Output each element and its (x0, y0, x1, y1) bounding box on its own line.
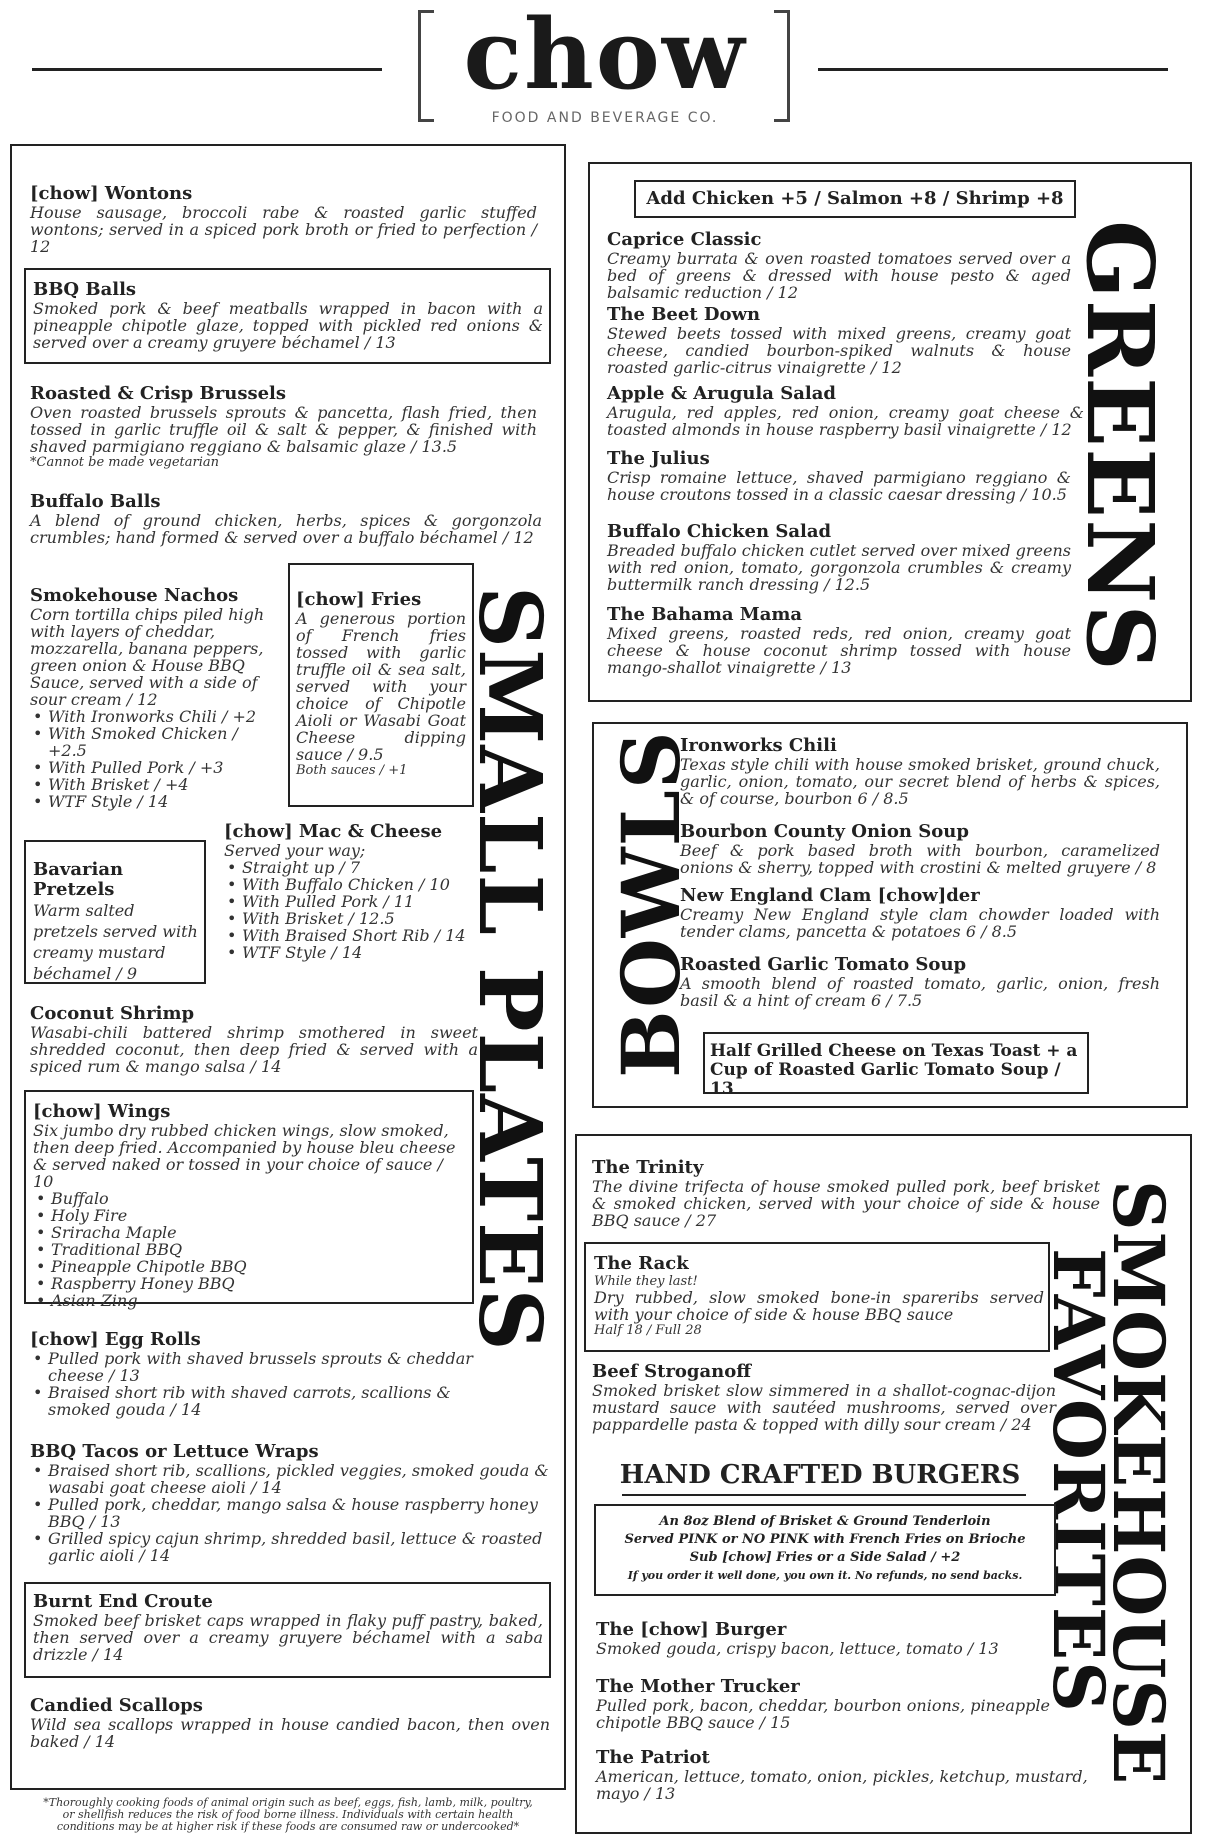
item-title: Smokehouse Nachos (30, 585, 239, 606)
item-title: The Julius (607, 448, 710, 469)
item-desc: Stewed beets tossed with mixed greens, creamy goat cheese, candied bourbon-spiked walnuts & house roasted garlic-citrus vinaigrette / 12 (607, 324, 1071, 377)
option-item: • Braised short rib with shaved carrots, scallions & smoked gouda / 14 (30, 1384, 478, 1418)
menu-item-wings (33, 1102, 467, 1309)
item-note: *Cannot be made vegetarian (30, 455, 220, 470)
option-item: • With Pulled Pork / +3 (30, 759, 280, 776)
item-title: The Patriot (596, 1747, 710, 1768)
item-price: Half 18 / Full 28 (594, 1323, 702, 1338)
menu-item-bbq-balls (33, 280, 543, 351)
header-rule-right (818, 68, 1168, 71)
option-item: • Pulled pork, cheddar, mango salsa & house raspberry honey BBQ / 13 (30, 1496, 550, 1530)
option-item: • Pineapple Chipotle BBQ (33, 1258, 467, 1275)
option-item: • With Braised Short Rib / 14 (224, 927, 494, 944)
option-item: • Straight up / 7 (224, 859, 494, 876)
option-item: • WTF Style / 14 (30, 793, 280, 810)
item-title: The [chow] Burger (596, 1619, 787, 1640)
item-desc: Wild sea scallops wrapped in house candied bacon, then oven baked / 14 (30, 1715, 550, 1751)
item-title: Bourbon County Onion Soup (680, 821, 969, 842)
item-desc: A smooth blend of roasted tomato, garlic, onion, fresh basil & a hint of cream 6 / 7.5 (680, 974, 1160, 1010)
option-item: • Pulled pork with shaved brussels sprouts & cheddar cheese / 13 (30, 1350, 478, 1384)
menu-item-coconut-shrimp (30, 1004, 478, 1075)
greens-item (607, 449, 1071, 503)
burgers-heading: HAND CRAFTED BURGERS (619, 1460, 1021, 1490)
item-title: Burnt End Croute (33, 1591, 213, 1612)
item-title: The Mother Trucker (596, 1676, 800, 1697)
item-title: Buffalo Balls (30, 491, 161, 512)
option-item: • WTF Style / 14 (224, 944, 494, 961)
greens-heading: GREENS (1066, 220, 1174, 672)
item-title: [chow] Wings (33, 1101, 171, 1122)
menu-item-tacos (30, 1442, 550, 1564)
item-desc: Creamy New England style clam chowder loaded with tender clams, pancetta & potatoes 6 / 8.5 (680, 905, 1160, 941)
burger-item (596, 1677, 1050, 1731)
menu-item-buffalo-balls (30, 492, 542, 546)
greens-item (607, 305, 1071, 376)
smokehouse-item-stroganoff (592, 1362, 1056, 1433)
bowls-combo: Half Grilled Cheese on Texas Toast + a Cup of Roasted Garlic Tomato Soup / 13 (710, 1041, 1078, 1099)
item-desc: Oven roasted brussels sprouts & pancetta, flash fried, then tossed in garlic truffle oil & salt & pepper, & finished with shaved parmigiano reggiano & balsamic glaze / 13.5 (30, 403, 537, 456)
menu-item-mac-cheese (224, 822, 494, 961)
item-desc: The divine trifecta of house smoked pulled pork, beef brisket & smoked chicken, served with your choice of side & house BBQ sauce / 27 (592, 1177, 1100, 1230)
burger-info-line: Sub [chow] Fries or a Side Salad / +2 (689, 1550, 961, 1565)
option-item: • With Brisket / +4 (30, 776, 280, 793)
option-item: • With Ironworks Chili / +2 (30, 708, 280, 725)
logo-bracket-right (774, 10, 790, 122)
option-item: • Buffalo (33, 1190, 467, 1207)
item-desc: Pulled pork, bacon, cheddar, bourbon onions, pineapple chipotle BBQ sauce / 15 (596, 1696, 1050, 1732)
item-title: [chow] Egg Rolls (30, 1329, 201, 1350)
burger-info-line: Served PINK or NO PINK with French Fries on Brioche (624, 1532, 1026, 1547)
item-desc: Arugula, red apples, red onion, creamy goat cheese & toasted almonds in house raspberry basil vinaigrette / 12 (607, 403, 1084, 439)
logo-bracket-left (418, 10, 434, 122)
food-safety-disclaimer: *Thoroughly cooking foods of animal origin such as beef, eggs, fish, lamb, milk, poultry, or shellfish reduces the risk of food borne illness. Individuals with certain health conditions may be at higher risk if these foods are consumed raw or undercooked* (43, 1796, 533, 1833)
greens-item (607, 230, 1071, 301)
menu-item-brussels (30, 384, 537, 470)
item-title: [chow] Mac & Cheese (224, 821, 443, 842)
option-item: • Asian Zing (33, 1292, 467, 1309)
item-title: Bavarian Pretzels (33, 859, 124, 900)
small-plates-heading: SMALL PLATES (459, 586, 560, 1352)
item-note: Both sauces / +1 (296, 763, 408, 778)
logo-wordmark: chow (463, 0, 747, 111)
item-title: Coconut Shrimp (30, 1003, 195, 1024)
item-title: The Bahama Mama (607, 604, 803, 625)
item-title: [chow] Wontons (30, 183, 193, 204)
greens-item (607, 522, 1071, 593)
item-desc: Warm salted pretzels served with creamy mustard béchamel / 9 (33, 901, 198, 983)
logo-tagline: FOOD AND BEVERAGE CO. (491, 110, 719, 126)
smokehouse-heading: SMOKEHOUSE (1097, 1180, 1180, 1786)
item-desc: Beef & pork based broth with bourbon, caramelized onions & sherry, topped with crostini & melted gruyere / 8 (680, 841, 1160, 877)
burger-info (600, 1513, 1050, 1585)
option-item: • Braised short rib, scallions, pickled veggies, smoked gouda & wasabi goat cheese aioli / 14 (30, 1462, 550, 1496)
bowls-item (680, 955, 1160, 1009)
option-item: • Traditional BBQ (33, 1241, 467, 1258)
item-desc: Breaded buffalo chicken cutlet served over mixed greens with red onion, tomato, gorgonzola crumbles & creamy buttermilk ranch dressing / 12.5 (607, 541, 1071, 594)
item-desc: Creamy burrata & oven roasted tomatoes served over a bed of greens & dressed with house pesto & aged balsamic reduction / 12 (607, 249, 1071, 302)
option-item: • With Pulled Pork / 11 (224, 893, 494, 910)
item-desc: Corn tortilla chips piled high with layers of cheddar, mozzarella, banana peppers, green onion & House BBQ Sauce, served with a side of sour cream / 12 (30, 605, 265, 709)
header-rule-left (32, 68, 382, 71)
item-title: Candied Scallops (30, 1695, 203, 1716)
item-title: BBQ Tacos or Lettuce Wraps (30, 1441, 319, 1462)
item-desc: House sausage, broccoli rabe & roasted garlic stuffed wontons; served in a spiced pork broth or fried to perfection / 12 (30, 203, 537, 256)
item-title: The Beet Down (607, 304, 761, 325)
bowls-heading: BOWLS (604, 730, 698, 1078)
burger-item (596, 1748, 1096, 1802)
menu-item-nachos (30, 586, 280, 810)
favorites-heading: FAVORITES (1037, 1248, 1120, 1713)
menu-item-croute (33, 1592, 543, 1663)
item-desc: Dry rubbed, slow smoked bone-in spareribs served with your choice of side & house BBQ sauce (594, 1288, 1044, 1324)
greens-item (607, 384, 1084, 438)
option-item: • Sriracha Maple (33, 1224, 467, 1241)
item-title: Caprice Classic (607, 229, 762, 250)
greens-addon-box: Add Chicken +5 / Salmon +8 / Shrimp +8 (634, 180, 1076, 218)
greens-item (607, 605, 1071, 676)
menu-item-wontons (30, 184, 537, 255)
item-title: Apple & Arugula Salad (607, 383, 836, 404)
item-desc: Smoked pork & beef meatballs wrapped in bacon with a pineapple chipotle glaze, topped with pickled red onions & served over a creamy gruyere béchamel / 13 (33, 299, 543, 352)
item-desc: Wasabi-chili battered shrimp smothered in sweet shredded coconut, then deep fried & served with a spiced rum & mango salsa / 14 (30, 1023, 478, 1076)
option-item: • Grilled spicy cajun shrimp, shredded basil, lettuce & roasted garlic aioli / 14 (30, 1530, 550, 1564)
item-desc: Smoked beef brisket caps wrapped in flaky puff pastry, baked, then served over a creamy gruyere béchamel with a saba drizzle / 14 (33, 1611, 543, 1664)
item-title: The Rack (594, 1253, 689, 1274)
item-title: Ironworks Chili (680, 735, 837, 756)
burger-item (596, 1620, 1060, 1657)
item-title: [chow] Fries (296, 589, 422, 610)
mac-options (224, 859, 494, 961)
item-desc: A blend of ground chicken, herbs, spices & gorgonzola crumbles; hand formed & served over a buffalo béchamel / 12 (30, 511, 542, 547)
bowls-item (680, 886, 1160, 940)
item-desc: Six jumbo dry rubbed chicken wings, slow smoked, then deep fried. Accompanied by house bleu cheese & served naked or tossed in your choice of sauce / 10 (33, 1121, 456, 1191)
item-title: Buffalo Chicken Salad (607, 521, 832, 542)
smokehouse-item-trinity (592, 1158, 1100, 1229)
item-desc: Smoked gouda, crispy bacon, lettuce, tomato / 13 (596, 1639, 999, 1658)
item-subtitle: While they last! (594, 1274, 698, 1289)
item-desc: Smoked brisket slow simmered in a shallot-cognac-dijon mustard sauce with sautéed mushrooms, served over pappardelle pasta & topped with dilly sour cream / 24 (592, 1381, 1056, 1434)
menu-item-scallops (30, 1696, 550, 1750)
item-title: Roasted & Crisp Brussels (30, 383, 287, 404)
bowls-item (680, 736, 1160, 807)
option-item: • Holy Fire (33, 1207, 467, 1224)
item-title: The Trinity (592, 1157, 704, 1178)
item-title: Roasted Garlic Tomato Soup (680, 954, 967, 975)
burger-info-line: If you order it well done, you own it. No refunds, no send backs. (627, 1569, 1023, 1582)
smokehouse-item-rack (594, 1254, 1044, 1338)
item-title: Beef Stroganoff (592, 1361, 752, 1382)
egg-rolls-options (30, 1350, 478, 1418)
wings-options (33, 1190, 467, 1309)
menu-item-egg-rolls (30, 1330, 478, 1418)
burger-info-line: An 8oz Blend of Brisket & Ground Tenderloin (659, 1514, 991, 1529)
item-desc: A generous portion of French fries tossed with garlic truffle oil & sea salt, served with your choice of Chipotle Aioli or Wasabi Goat Cheese dipping sauce / 9.5 (296, 609, 466, 764)
option-item: • Raspberry Honey BBQ (33, 1275, 467, 1292)
menu-item-pretzels (33, 860, 199, 984)
item-desc: American, lettuce, tomato, onion, pickles, ketchup, mustard, mayo / 13 (596, 1767, 1088, 1803)
item-desc: Served your way; (224, 841, 366, 860)
nachos-options (30, 708, 280, 810)
tacos-options (30, 1462, 550, 1564)
menu-item-fries (296, 590, 466, 778)
option-item: • With Buffalo Chicken / 10 (224, 876, 494, 893)
burgers-heading-rule (622, 1494, 1026, 1496)
item-title: New England Clam [chow]der (680, 885, 980, 906)
option-item: • With Brisket / 12.5 (224, 910, 494, 927)
item-title: BBQ Balls (33, 279, 137, 300)
item-desc: Mixed greens, roasted reds, red onion, creamy goat cheese & house coconut shrimp tossed with house mango-shallot vinaigrette / 13 (607, 624, 1071, 677)
option-item: • With Smoked Chicken / +2.5 (30, 725, 280, 759)
bowls-item (680, 822, 1160, 876)
item-desc: Texas style chili with house smoked brisket, ground chuck, garlic, onion, tomato, our secret blend of herbs & spices, & of course, bourbon 6 / 8.5 (680, 755, 1160, 808)
item-desc: Crisp romaine lettuce, shaved parmigiano reggiano & house croutons tossed in a classic caesar dressing / 10.5 (607, 468, 1071, 504)
